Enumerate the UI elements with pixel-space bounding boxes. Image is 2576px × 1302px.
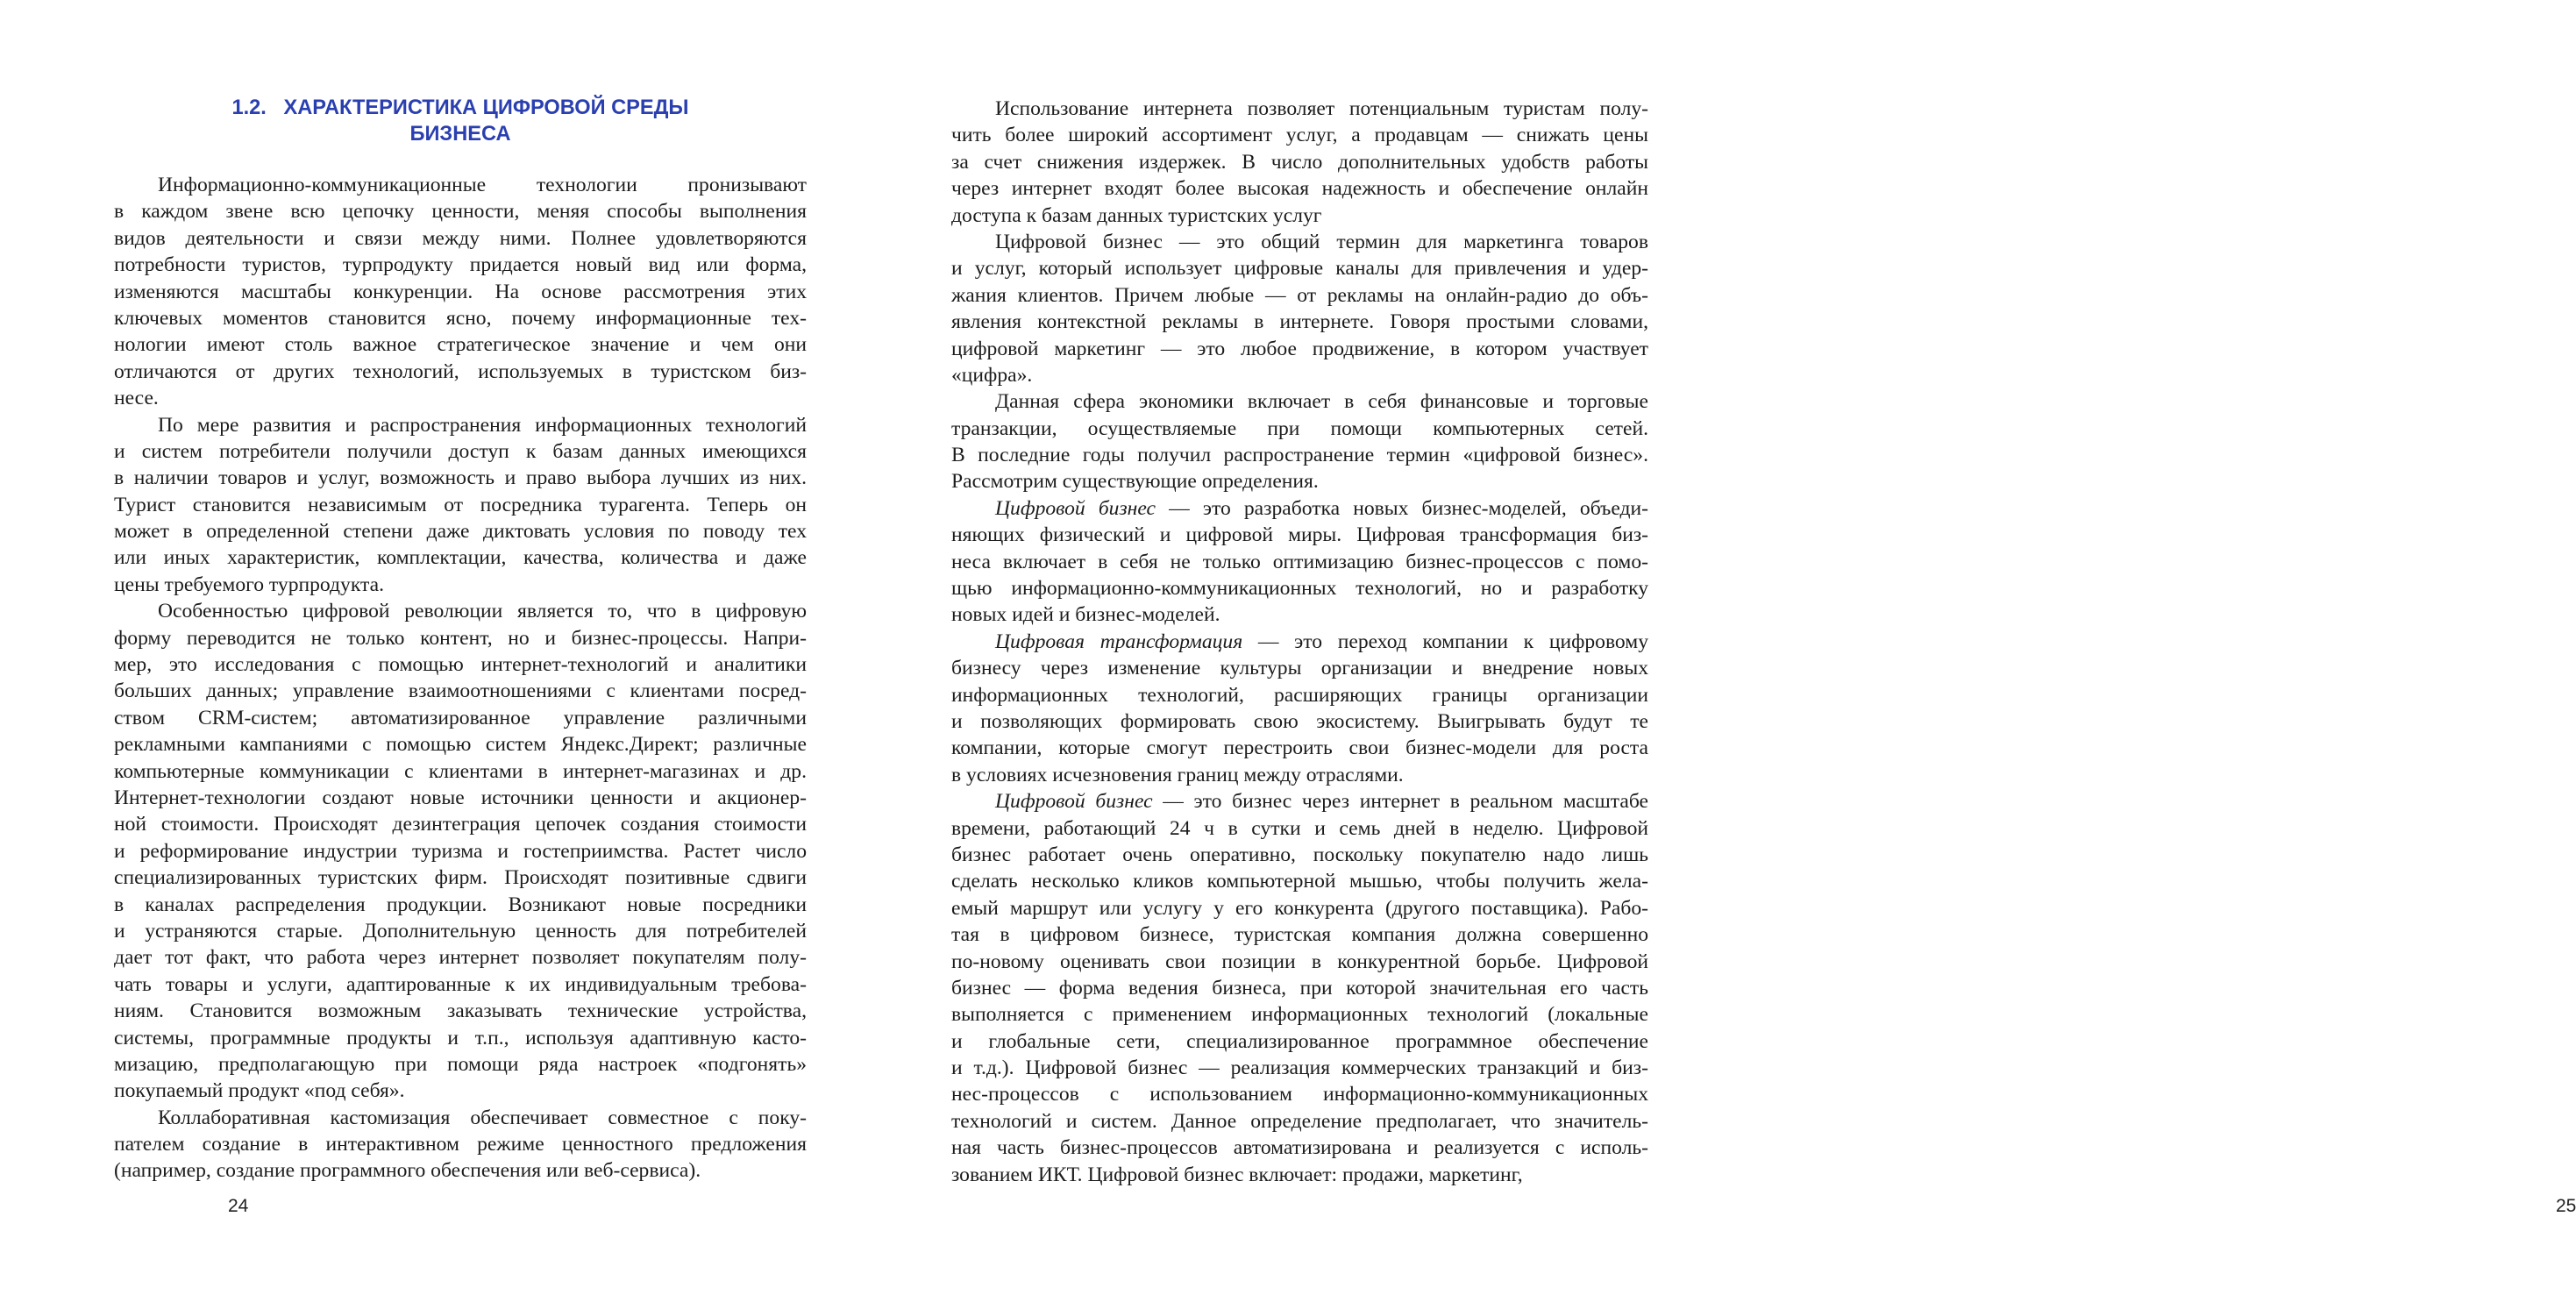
text-line: времени, работающий 24 ч в сутки и семь дней в неделю. Цифровой bbox=[951, 816, 1648, 840]
text-line: ниям. Становится возможным заказывать технические устройства, bbox=[114, 1000, 807, 1023]
text-line: По мере развития и распространения информационных технологий bbox=[158, 413, 807, 437]
text-line: за счет снижения издержек. В число дополнительных удобств работы bbox=[951, 150, 1648, 174]
text-line bbox=[951, 629, 1648, 655]
text-line: тая в цифровом бизнесе, туристская компания должна совершенно bbox=[951, 923, 1648, 947]
text-line: ной стоимости. Происходят дезинтеграция цепочек создания стоимости bbox=[114, 813, 807, 836]
text-line: ключевых моментов становится ясно, почему информационные тех- bbox=[114, 306, 807, 330]
text-line: форму переводится не только контент, но и бизнес-процессы. Напри- bbox=[114, 626, 807, 650]
text-line: Особенностью цифровой революции является то, что в цифровую bbox=[158, 600, 807, 623]
text-line: неса включает в себя не только оптимизацию бизнес-процессов с помо- bbox=[951, 550, 1648, 573]
paragraph-4 bbox=[114, 1105, 807, 1185]
text-line: цифровой маркетинг — это любое продвижение, в котором участвует bbox=[951, 337, 1648, 360]
defined-term: Цифровой бизнес bbox=[995, 790, 1153, 814]
text-line: может в определенной степени даже диктовать условия по поводу тех bbox=[114, 520, 807, 544]
text-line: «цифра». bbox=[951, 363, 1033, 387]
text-line: системы, программные продукты и т.п., используя адаптивную касто- bbox=[114, 1026, 807, 1049]
text-line: Интернет-технологии создают новые источники ценности и акционер- bbox=[114, 786, 807, 809]
paragraph-3 bbox=[114, 598, 807, 1104]
text-line: через интернет входят более высокая надежность и обеспечение онлайн bbox=[951, 177, 1648, 201]
right-page-text bbox=[951, 96, 1648, 1188]
text-line: потребности туристов, турпродукту придается новый вид или форма, bbox=[114, 253, 807, 277]
section-title-line-2: БИЗНЕСА bbox=[409, 123, 511, 146]
page-number-right: 25 bbox=[2556, 1196, 2576, 1216]
text-line: мизацию, предполагающую при помощи ряда настроек «подгонять» bbox=[114, 1052, 807, 1076]
text-line: Использование интернета позволяет потенциальным туристам полу- bbox=[995, 97, 1648, 120]
text-line bbox=[951, 495, 1648, 522]
text-line-rest: — это разработка новых бизнес-моделей, объеди- bbox=[1156, 496, 1648, 520]
text-line: (например, создание программного обеспечения или веб-сервиса). bbox=[114, 1159, 701, 1183]
text-line: Рассмотрим существующие определения. bbox=[951, 470, 1319, 494]
text-line: В последние годы получил распространение термин «цифровой бизнес». bbox=[951, 444, 1648, 467]
text-line: пателем создание в интерактивном режиме ценностного предложения bbox=[114, 1133, 807, 1156]
text-line: и реформирование индустрии туризма и гостеприимства. Растет число bbox=[114, 839, 807, 863]
text-line: специализированных туристских фирм. Происходят позитивные сдвиги bbox=[114, 866, 807, 890]
paragraph-4 bbox=[951, 495, 1648, 629]
paragraph-6 bbox=[951, 788, 1648, 1188]
text-line: и систем потребители получили доступ к базам данных имеющихся bbox=[114, 439, 807, 463]
text-line: и услуг, который использует цифровые каналы для привлечения и удер- bbox=[951, 257, 1648, 281]
paragraph-3 bbox=[951, 388, 1648, 495]
text-line: в каналах распределения продукции. Возникают новые посредники bbox=[114, 893, 807, 916]
text-line-rest: — это бизнес через интернет в реальном масштабе bbox=[1152, 790, 1649, 814]
text-line: емый маршрут или услугу у его конкурента (другого поставщика). Рабо- bbox=[951, 896, 1648, 920]
paragraph-2 bbox=[114, 412, 807, 599]
text-line: Коллаборативная кастомизация обеспечивает совместное с поку- bbox=[158, 1106, 807, 1129]
text-line: в каждом звене всю цепочку ценности, меняя способы выполнения bbox=[114, 200, 807, 224]
text-line: зованием ИКТ. Цифровой бизнес включает: продажи, маркетинг, bbox=[951, 1163, 1523, 1186]
text-line: компании, которые смогут перестроить свои бизнес-модели для роста bbox=[951, 736, 1648, 760]
defined-term: Цифровой бизнес bbox=[995, 496, 1156, 520]
section-title-line-1: ХАРАКТЕРИСТИКА ЦИФРОВОЙ СРЕДЫ bbox=[283, 96, 689, 119]
text-line: изменяются масштабы конкуренции. На основе рассмотрения этих bbox=[114, 280, 807, 303]
text-line: новых идей и бизнес-моделей. bbox=[951, 603, 1220, 627]
text-line: доступа к базам данных туристских услуг bbox=[951, 203, 1322, 227]
text-line: бизнесу через изменение культуры организации и внедрение новых bbox=[951, 657, 1648, 680]
text-line: и устраняются старые. Дополнительную ценность для потребителей bbox=[114, 919, 807, 943]
text-line: и позволяющих формировать свою экосистему. Выигрывать будут те bbox=[951, 709, 1648, 733]
paragraph-5 bbox=[951, 629, 1648, 788]
page-number-left: 24 bbox=[228, 1196, 249, 1216]
text-line: в наличии товаров и услуг, возможность и право выбора лучших из них. bbox=[114, 466, 807, 490]
paragraph-1 bbox=[951, 96, 1648, 229]
text-line: бизнес — форма ведения бизнеса, при которой значительная его часть bbox=[951, 976, 1648, 1000]
text-line: транзакции, осуществляемые при помощи компьютерных сетей. bbox=[951, 416, 1648, 440]
text-line bbox=[951, 788, 1648, 815]
text-line: технологий и систем. Данное определение предполагает, что значитель- bbox=[951, 1109, 1648, 1133]
text-line: жания клиентов. Причем любые — от рекламы на онлайн-радио до объ- bbox=[951, 283, 1648, 307]
text-line: нес-процессов с использованием информационно-коммуникационных bbox=[951, 1083, 1648, 1106]
left-page-text bbox=[114, 172, 807, 1185]
defined-term: Цифровая трансформация bbox=[995, 630, 1243, 653]
text-line: несе. bbox=[114, 387, 159, 410]
text-line-rest: — это переход компании к цифровому bbox=[1242, 630, 1649, 653]
paragraph-1 bbox=[114, 172, 807, 412]
text-line: чать товары и услуги, адаптированные к их индивидуальным требова- bbox=[114, 972, 807, 996]
text-line: покупаемый продукт «под себя». bbox=[114, 1079, 405, 1103]
text-line: Турист становится независимым от посредника турагента. Теперь он bbox=[114, 493, 807, 516]
text-line: компьютерные коммуникации с клиентами в интернет-магазинах и др. bbox=[114, 759, 807, 783]
text-line: дает тот факт, что работа через интернет позволяет покупателям полу- bbox=[114, 946, 807, 970]
text-line: видов деятельности и связи между ними. Полнее удовлетворяются bbox=[114, 226, 807, 250]
text-line: по-новому оценивать свои позиции в конкурентной борьбе. Цифровой bbox=[951, 950, 1648, 973]
text-line: информационных технологий, расширяющих границы организации bbox=[951, 683, 1648, 707]
text-line: нологии имеют столь важное стратегическое значение и чем они bbox=[114, 333, 807, 357]
text-line: ная часть бизнес-процессов автоматизирована и реализуется с исполь- bbox=[951, 1136, 1648, 1160]
text-line: Информационно-коммуникационные технологии пронизывают bbox=[158, 174, 807, 196]
text-line: явления контекстной рекламы в интернете. Говоря простыми словами, bbox=[951, 310, 1648, 334]
text-line: и т.д.). Цифровой бизнес — реализация коммерческих транзакций и биз- bbox=[951, 1057, 1648, 1080]
text-line: чить более широкий ассортимент услуг, а продавцам — снижать цены bbox=[951, 124, 1648, 147]
text-line: мер, это исследования с помощью интернет-технологий и аналитики bbox=[114, 653, 807, 677]
text-line: бизнес работает очень оперативно, поскольку покупателю надо лишь bbox=[951, 843, 1648, 866]
text-line: няющих физический и цифровой миры. Цифровая трансформация биз- bbox=[951, 523, 1648, 547]
text-line: и глобальные сети, специализированное программное обеспечение bbox=[951, 1029, 1648, 1053]
text-line: ством CRM-систем; автоматизированное управление различными bbox=[114, 706, 807, 729]
section-heading bbox=[114, 95, 807, 148]
paragraph-2 bbox=[951, 229, 1648, 388]
text-line: отличаются от других технологий, используемых в туристском биз- bbox=[114, 359, 807, 383]
text-line: в условиях исчезновения границ между отраслями. bbox=[951, 763, 1404, 786]
text-line: щью информационно-коммуникационных технологий, но и разработку bbox=[951, 577, 1648, 601]
text-line: Цифровой бизнес — это общий термин для маркетинга товаров bbox=[995, 230, 1648, 253]
text-line: больших данных; управление взаимоотношениями с клиентами посред- bbox=[114, 679, 807, 703]
text-line: выполняется с применением информационных технологий (локальные bbox=[951, 1003, 1648, 1027]
text-line: цены требуемого турпродукта. bbox=[114, 573, 384, 596]
section-number: 1.2. bbox=[231, 96, 267, 119]
text-line: сделать несколько кликов компьютерной мышью, чтобы получить жела- bbox=[951, 870, 1648, 893]
text-line: или иных характеристик, комплектации, качества, количества и даже bbox=[114, 546, 807, 570]
text-line: рекламными кампаниями с помощью систем Яндекс.Директ; различные bbox=[114, 733, 807, 757]
text-line: Данная сфера экономики включает в себя финансовые и торговые bbox=[995, 390, 1648, 414]
